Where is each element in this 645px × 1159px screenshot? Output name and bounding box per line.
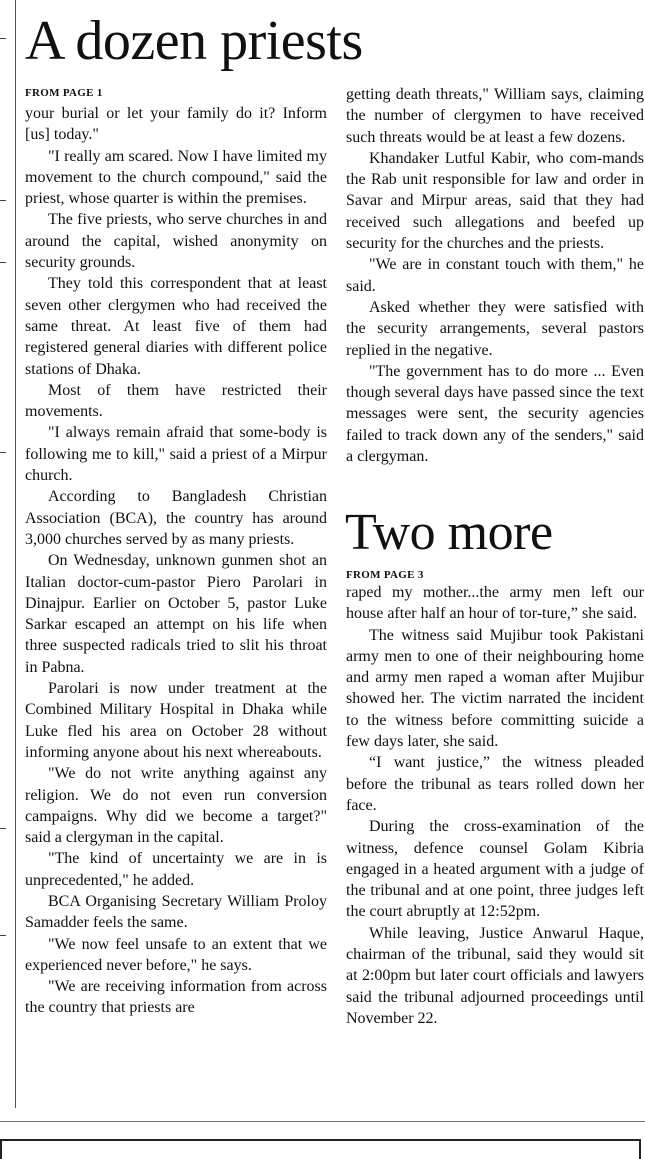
bottom-rule (0, 1121, 645, 1122)
edge-mark (0, 262, 6, 263)
edge-mark (0, 935, 6, 936)
paragraph: Khandaker Lutful Kabir, who com-mands the Rab unit responsible for law and order in Savar and Mirpur areas, said that they had received such allegations and beefed up security for the churches and the priests. (346, 149, 644, 253)
paragraph: "The kind of uncertainty we are in is unprecedented," he added. (25, 850, 327, 889)
paragraph: BCA Organising Secretary William Proloy Samadder feels the same. (25, 892, 327, 932)
paragraph: "We now feel unsafe to an extent that we experienced never before," he says. (25, 935, 327, 974)
paragraph: During the cross-examination of the witness, defence counsel Golam Kibria engaged in a heated argument with a judge of the tribunal and at one point, three judges left the court abruptly at 12:52pm. (346, 818, 644, 921)
paragraph: raped my mother...the army men left our house after half an hour of tor-ture,” she said. (346, 584, 644, 623)
story2-headline: Two more (345, 504, 553, 561)
story1-headline: A dozen priests (25, 10, 363, 72)
story2-column (346, 582, 644, 1029)
edge-mark (0, 452, 6, 453)
paragraph: "I always remain afraid that some-body is following me to kill," said a priest of a Mirpur church. (25, 424, 327, 485)
paragraph: "We are receiving information from across the country that priests are (25, 978, 327, 1017)
paragraph: "The government has to do more ... Even though several days have passed since the text messages were sent, the security agencies failed to track down any of the senders," said a clergyman. (346, 362, 644, 466)
story1-right-column (346, 84, 644, 467)
story1-left-column (25, 103, 327, 1019)
paragraph: "We are in constant touch with them," he said. (346, 256, 644, 295)
story2-jump-label: FROM PAGE 3 (346, 569, 424, 581)
paragraph: They told this correspondent that at least seven other clergymen who had received the same threat. At least five of them had registered general diaries with different police stations of Dhaka. (25, 275, 327, 378)
paragraph: Asked whether they were satisfied with the security arrangements, several pastors replied in the negative. (346, 298, 644, 359)
paragraph: "I really am scared. Now I have limited my movement to the church compound," said the priest, whose quarter is within the premises. (25, 147, 327, 208)
column-rule (15, 0, 16, 1108)
paragraph: The five priests, who serve churches in and around the capital, wished anonymity on security grounds. (25, 211, 327, 272)
next-story-box (0, 1139, 641, 1159)
paragraph: “I want justice,” the witness pleaded before the tribunal as tears rolled down her face. (346, 754, 644, 814)
edge-mark (0, 828, 6, 829)
paragraph: Most of them have restricted their movements. (25, 381, 327, 421)
edge-mark (0, 200, 6, 201)
story1-jump-label: FROM PAGE 1 (25, 87, 103, 99)
edge-mark (0, 38, 6, 39)
paragraph: While leaving, Justice Anwarul Haque, chairman of the tribunal, said they would sit at 2:00pm but later court officials and lawyers said the tribunal adjourned proceedings until November 22. (346, 924, 644, 1027)
paragraph: "We do not write anything against any religion. We do not even run conversion campaigns. Why did we become a target?" said a clergyman in the capital. (25, 765, 327, 847)
paragraph: your burial or let your family do it? Inform [us] today." (25, 105, 327, 144)
paragraph: On Wednesday, unknown gunmen shot an Italian doctor-cum-pastor Piero Parolari in Dinajpur. Earlier on October 5, pastor Luke Sarkar escaped an attempt on his life when three suspected radicals tried to slit his throat in Pabna. (25, 552, 327, 676)
paragraph: According to Bangladesh Christian Association (BCA), the country has around 3,000 churches served by as many priests. (25, 488, 327, 548)
paragraph: The witness said Mujibur took Pakistani army men to one of their neighbouring home and army men raped a woman after Mujibur showed her. The victim narrated the incident to the witness before committing suicide a few days later, she said. (346, 626, 644, 751)
paragraph: Parolari is now under treatment at the Combined Military Hospital in Dhaka while Luke fled his area on October 28 without informing anyone about his next whereabouts. (25, 680, 327, 761)
paragraph: getting death threats," William says, claiming the number of clergymen to have received such threats would be at least a few dozens. (346, 86, 644, 146)
